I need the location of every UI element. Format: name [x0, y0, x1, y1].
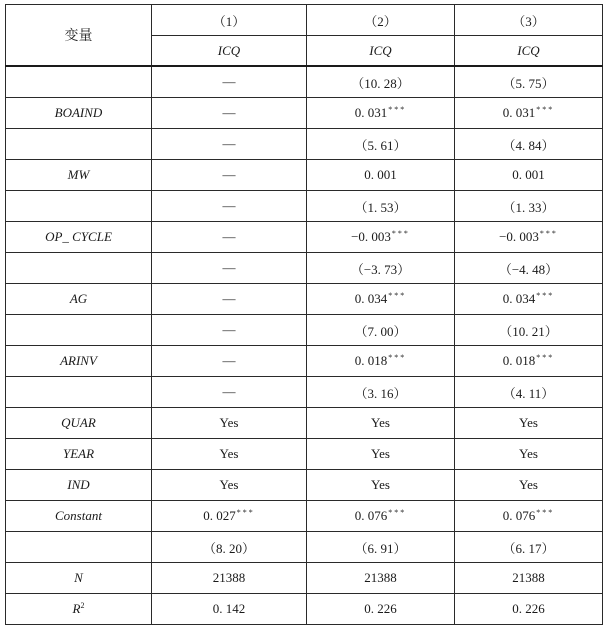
- table-cell: [455, 191, 603, 222]
- row-label: [6, 532, 152, 563]
- table-cell: [455, 563, 603, 594]
- cell-value: 21388: [512, 570, 545, 585]
- cell-value: 0. 001: [512, 167, 545, 182]
- row-label: MW: [6, 160, 152, 191]
- cell-value: −0. 003: [499, 229, 539, 244]
- cell-value: 0. 076: [502, 508, 536, 523]
- table-cell: [307, 191, 455, 222]
- cell-value: Yes: [219, 415, 239, 430]
- cell-value: Yes: [219, 477, 239, 492]
- column-number: （3）: [455, 5, 603, 36]
- table-cell: [307, 594, 455, 625]
- r-squared-label: R: [72, 601, 81, 616]
- significance-stars: ***: [536, 508, 555, 517]
- row-label: Constant: [6, 501, 152, 532]
- cell-value: Yes: [371, 446, 390, 461]
- table-row: [6, 129, 603, 160]
- table-cell: [307, 98, 455, 129]
- table-cell: [152, 66, 307, 98]
- cell-value: 21388: [364, 570, 397, 585]
- table-cell: [307, 222, 455, 253]
- cell-value: —: [222, 136, 236, 151]
- cell-value: —: [222, 229, 236, 244]
- cell-value: 0. 076: [354, 508, 388, 523]
- table-cell: [455, 439, 603, 470]
- row-label: [6, 377, 152, 408]
- cell-value: —: [222, 353, 236, 368]
- row-label: [6, 594, 152, 625]
- table-row: [6, 66, 603, 98]
- table-cell: [152, 315, 307, 346]
- significance-stars: ***: [236, 508, 255, 517]
- cell-value: —: [222, 74, 236, 89]
- cell-value: Yes: [219, 446, 239, 461]
- row-label: N: [6, 563, 152, 594]
- table-cell: [307, 129, 455, 160]
- table-cell: [455, 315, 603, 346]
- cell-value: （−3. 73）: [350, 261, 411, 277]
- table-row: [6, 532, 603, 563]
- table-cell: [307, 346, 455, 377]
- table-cell: [152, 408, 307, 439]
- dependent-variable: ICQ: [455, 36, 603, 67]
- cell-value: 0. 034: [354, 291, 388, 306]
- table-cell: [152, 377, 307, 408]
- table-row-r-squared: [6, 594, 603, 625]
- table-row: [6, 160, 603, 191]
- cell-value: 0. 001: [364, 167, 397, 182]
- cell-value: （6. 91）: [354, 540, 407, 556]
- cell-value: （4. 11）: [502, 385, 555, 401]
- cell-value: Yes: [519, 415, 538, 430]
- table-cell: [307, 284, 455, 315]
- significance-stars: ***: [388, 353, 407, 362]
- cell-value: 0. 018: [502, 353, 536, 368]
- table-cell: [455, 253, 603, 284]
- cell-value: （4. 84）: [502, 137, 555, 153]
- significance-stars: ***: [536, 105, 555, 114]
- significance-stars: ***: [536, 291, 555, 300]
- variable-header: 变量: [6, 5, 152, 67]
- table-row: [6, 408, 603, 439]
- table-cell: [152, 284, 307, 315]
- row-label: AG: [6, 284, 152, 315]
- table-cell: [307, 439, 455, 470]
- table-cell: [152, 346, 307, 377]
- row-label: [6, 253, 152, 284]
- table-cell: [152, 501, 307, 532]
- table-cell: [455, 98, 603, 129]
- cell-value: —: [222, 322, 236, 337]
- table-cell: [307, 532, 455, 563]
- table-cell: [307, 315, 455, 346]
- row-label: YEAR: [6, 439, 152, 470]
- table-cell: [307, 253, 455, 284]
- table-row: [6, 253, 603, 284]
- cell-value: （10. 21）: [499, 323, 558, 339]
- row-label: OP_ CYCLE: [6, 222, 152, 253]
- significance-stars: ***: [388, 105, 407, 114]
- row-label: [6, 66, 152, 98]
- table-cell: [152, 439, 307, 470]
- cell-value: （−4. 48）: [498, 261, 559, 277]
- table-cell: [152, 129, 307, 160]
- cell-value: 0. 031: [502, 105, 536, 120]
- header-row-numbers: [6, 5, 603, 36]
- cell-value: 0. 027: [203, 508, 236, 523]
- significance-stars: ***: [539, 229, 558, 238]
- cell-value: Yes: [371, 415, 390, 430]
- cell-value: （7. 00）: [354, 323, 407, 339]
- row-label: [6, 315, 152, 346]
- cell-value: —: [222, 198, 236, 213]
- table-row: [6, 439, 603, 470]
- table-row: [6, 191, 603, 222]
- row-label: BOAIND: [6, 98, 152, 129]
- table-cell: [152, 563, 307, 594]
- table-row: [6, 377, 603, 408]
- significance-stars: ***: [536, 353, 555, 362]
- row-label: IND: [6, 470, 152, 501]
- table-row: [6, 563, 603, 594]
- table-cell: [455, 408, 603, 439]
- table-cell: [152, 98, 307, 129]
- table-cell: [307, 66, 455, 98]
- significance-stars: ***: [388, 508, 407, 517]
- table-cell: [455, 284, 603, 315]
- table-cell: [307, 470, 455, 501]
- cell-value: （6. 17）: [502, 540, 555, 556]
- cell-value: 0. 226: [512, 601, 545, 616]
- table-cell: [152, 253, 307, 284]
- table-cell: [455, 346, 603, 377]
- table-row: [6, 284, 603, 315]
- cell-value: （1. 33）: [502, 199, 555, 215]
- dependent-variable: ICQ: [152, 36, 307, 67]
- table-cell: [455, 501, 603, 532]
- table-cell: [455, 222, 603, 253]
- cell-value: —: [222, 260, 236, 275]
- table-cell: [455, 160, 603, 191]
- row-label: [6, 129, 152, 160]
- table-cell: [455, 377, 603, 408]
- regression-table: [5, 4, 603, 625]
- table-cell: [152, 532, 307, 563]
- row-label: ARINV: [6, 346, 152, 377]
- row-label: QUAR: [6, 408, 152, 439]
- table-cell: [152, 222, 307, 253]
- cell-value: —: [222, 167, 236, 182]
- table-cell: [307, 563, 455, 594]
- cell-value: —: [222, 384, 236, 399]
- table-row: [6, 222, 603, 253]
- cell-value: （5. 61）: [354, 137, 407, 153]
- regression-table-container: [5, 4, 603, 625]
- cell-value: Yes: [519, 446, 538, 461]
- cell-value: （8. 20）: [202, 540, 255, 556]
- cell-value: 0. 031: [354, 105, 388, 120]
- cell-value: 0. 226: [364, 601, 397, 616]
- table-row: [6, 315, 603, 346]
- table-row: [6, 346, 603, 377]
- table-cell: [455, 129, 603, 160]
- table-cell: [152, 191, 307, 222]
- significance-stars: ***: [391, 229, 410, 238]
- cell-value: Yes: [519, 477, 538, 492]
- column-number: （2）: [307, 5, 455, 36]
- dependent-variable: ICQ: [307, 36, 455, 67]
- table-row: [6, 470, 603, 501]
- cell-value: —: [222, 105, 236, 120]
- table-cell: [455, 470, 603, 501]
- table-cell: [455, 594, 603, 625]
- cell-value: —: [222, 291, 236, 306]
- table-cell: [152, 594, 307, 625]
- cell-value: （1. 53）: [354, 199, 407, 215]
- cell-value: 0. 018: [354, 353, 388, 368]
- table-cell: [307, 160, 455, 191]
- table-row: [6, 501, 603, 532]
- table-cell: [152, 470, 307, 501]
- cell-value: −0. 003: [351, 229, 391, 244]
- cell-value: （10. 28）: [351, 75, 410, 91]
- cell-value: （5. 75）: [502, 75, 555, 91]
- significance-stars: ***: [388, 291, 407, 300]
- table-cell: [455, 66, 603, 98]
- table-cell: [455, 532, 603, 563]
- r-squared-superscript: 2: [80, 601, 85, 610]
- cell-value: （3. 16）: [354, 385, 407, 401]
- cell-value: 21388: [212, 570, 246, 585]
- cell-value: 0. 142: [212, 601, 246, 616]
- row-label: [6, 191, 152, 222]
- table-cell: [307, 408, 455, 439]
- table-cell: [307, 501, 455, 532]
- cell-value: 0. 034: [502, 291, 536, 306]
- column-number: （1）: [152, 5, 307, 36]
- table-cell: [307, 377, 455, 408]
- table-row: [6, 98, 603, 129]
- cell-value: Yes: [371, 477, 390, 492]
- table-cell: [152, 160, 307, 191]
